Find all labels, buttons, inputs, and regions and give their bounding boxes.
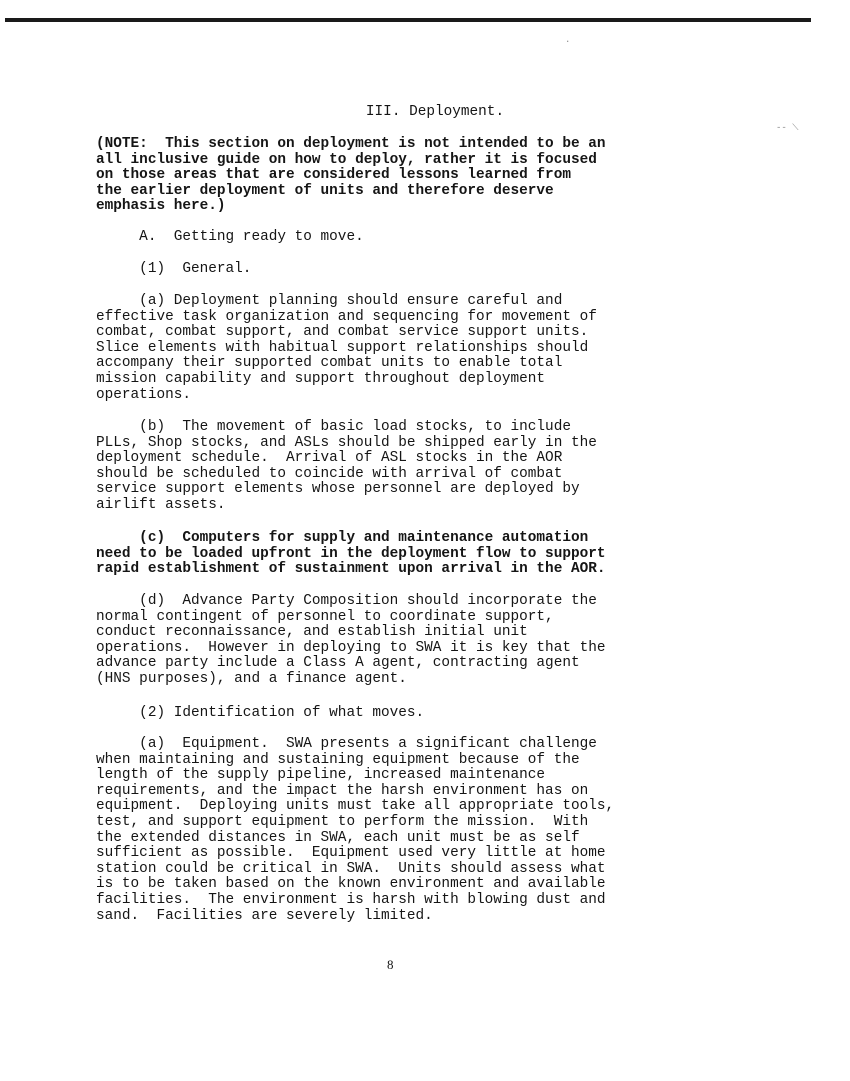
page-number: 8 — [387, 957, 394, 972]
subsection-a-heading: A. Getting ready to move. — [96, 229, 364, 245]
paragraph-1d: (d) Advance Party Composition should incorporate the normal contingent of personnel to coordinate support, conduct reconnaissance, and establish initial unit operations. However in deploying to SWA it is key that the advance party include a Class A agent, contracting agent (HNS purposes), and a finance agent. — [96, 593, 606, 687]
paragraph-1b: (b) The movement of basic load stocks, to include PLLs, Shop stocks, and ASLs should be shipped early in the deployment schedule. Arrival of ASL stocks in the AOR should be scheduled to coincide with arrival of combat service support elements whose personnel are deployed by airlift assets. — [96, 419, 597, 513]
section-heading: III. Deployment. — [365, 104, 505, 120]
paragraph-1a: (a) Deployment planning should ensure careful and effective task organization and sequencing for movement of combat, combat support, and combat service support units. Slice elements with habitual support relationships should accompany their supported combat units to enable total mission capability and support throughout deployment operations. — [96, 293, 597, 403]
note-paragraph: (NOTE: This section on deployment is not intended to be an all inclusive guide on how to deploy, rather it is focused on those areas that are considered lessons learned from the earlier deployment of units and therefore deserve emphasis here.) — [96, 136, 606, 215]
top-border-rule — [5, 18, 811, 22]
subsection-1-heading: (1) General. — [96, 261, 252, 277]
paragraph-1c: (c) Computers for supply and maintenance automation need to be loaded upfront in the deployment flow to support rapid establishment of sustainment upon arrival in the AOR. — [96, 530, 606, 578]
subsection-2-heading: (2) Identification of what moves. — [96, 705, 425, 721]
paragraph-2a: (a) Equipment. SWA presents a significant challenge when maintaining and sustaining equipment because of the length of the supply pipeline, increased maintenance requirements, and the impact the harsh environment has on equipment. Deploying units must take all appropriate tools, test, and support equipment to perform the mission. With the extended distances in SWA, each unit must be as self sufficient as possible. Equipment used very little at home station could be critical in SWA. Units should assess what is to be taken based on the known environment and available facilities. The environment is harsh with blowing dust and sand. Facilities are severely limited. — [96, 736, 615, 924]
scan-speck: · — [565, 37, 571, 47]
scan-speck: ‑‑ ⟍ — [776, 123, 799, 133]
